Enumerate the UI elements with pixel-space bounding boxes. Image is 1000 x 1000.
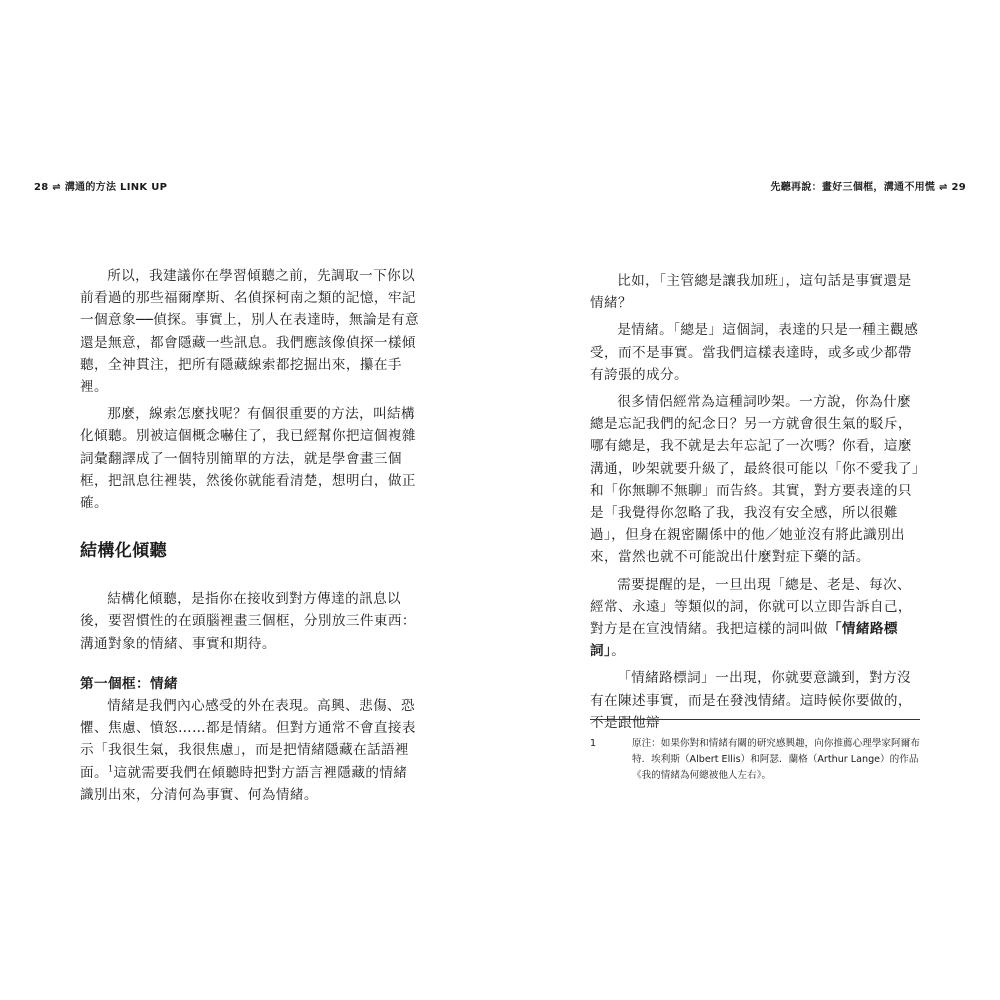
p4-text-before: 需要提醒的是，一旦出現「總是、老是、每次、經常、永遠」等類似的詞，你就可以立即告訴自己，對方是在宣洩情緒。我把這樣的詞叫做 bbox=[590, 576, 912, 638]
footnote-divider bbox=[590, 719, 920, 720]
sub-heading: 第一個框：情緒 bbox=[80, 675, 178, 692]
left-running-head: 28 ⇌ 溝通的方法 LINK UP bbox=[34, 182, 168, 193]
section-heading: 結構化傾聽 bbox=[80, 541, 167, 562]
paragraph: 比如，「主管總是讓我加班」，這句話是事實還是情緒？ bbox=[590, 273, 912, 312]
emphasized-term: 「情緒路標詞」 bbox=[590, 621, 898, 660]
right-running-head: 先聽再說：畫好三個框，溝通不用慌 ⇌ 29 bbox=[770, 182, 966, 193]
emotion-text-before: 情緒是我們內心感受的外在表現。高興、悲傷、恐懼、焦慮、憤怒……都是情緒。但對方通常不會直接表示「我很生氣，我很焦慮」，而是把情緒隱藏在話語裡面。 bbox=[80, 698, 416, 781]
paragraph: 所以，我建議你在學習傾聽之前，先調取一下你以前看過的那些福爾摩斯、名偵探柯南之類的記憶，牢記一個意象──偵探。事實上，別人在表達時，無論是有意還是無意，都會隱藏一些訊息。我們應該像偵探一樣傾聽，全神貫注，把所有隱藏線索都挖掘出來，攥在手裡。 bbox=[80, 268, 420, 396]
paragraph: 結構化傾聽，是指你在接收到對方傳達的訊息以後，要習慣性的在頭腦裡畫三個框，分別放三件東西：溝通對象的情緒、事實和期待。 bbox=[80, 591, 416, 652]
paragraph: 「情緒路標詞」一出現，你就要意識到，對方沒有在陳述事實，而是在發洩情緒。這時候你要做的，不是跟他辯 bbox=[590, 670, 912, 731]
paragraph: 很多情侶經常為這種詞吵架。一方說，你為什麼總是忘記我們的紀念日？另一方就會很生氣的駁斥，哪有總是，我不就是去年忘記了一次嗎？你看，這麼溝通，吵架就要升級了，最終很可能以「你不愛我了」和「你無聊不無聊」而告終。其實，對方要表達的只是「我覺得你忽略了我，我沒有安全感，所以很難過」，但身在親密關係中的他／她並沒有將此識別出來，當然也就不可能說出什麼對症下藥的話。 bbox=[590, 394, 920, 566]
paragraph: 那麼，線索怎麼找呢？有個很重要的方法，叫結構化傾聽。別被這個概念嚇住了，我已經幫你把這個複雜詞彙翻譯成了一個特別簡單的方法，就是學會畫三個框，把訊息往裡裝，然後你就能看清楚，想明白，做正確。 bbox=[80, 406, 416, 512]
paragraph: 是情緒。「總是」這個詞，表達的只是一種主觀感受，而不是事實。當我們這樣表達時，或多或少都帶有誇張的成分。 bbox=[590, 322, 919, 383]
footnote-number: 1 bbox=[590, 738, 597, 749]
emotion-text-after: 這就需要我們在傾聽時把對方語言裡隱藏的情緒識別出來，分清何為事實、何為情緒。 bbox=[80, 764, 408, 803]
paragraph-emotion bbox=[80, 695, 420, 806]
footnote-text: 原注：如果你對和情緒有關的研究感興趣，向你推薦心理學家阿爾布特．埃利斯（Albert Ellis）和阿瑟．蘭格（Arthur Lange）的作品《我的情緒為何總被他人左右》。 bbox=[632, 738, 920, 781]
right-body-text bbox=[590, 270, 925, 739]
left-body-text bbox=[80, 265, 420, 811]
paragraph bbox=[590, 574, 925, 663]
footnote bbox=[590, 736, 925, 784]
footnote-marker[interactable]: 1 bbox=[108, 764, 114, 774]
p4-text-after: 。 bbox=[611, 643, 626, 660]
